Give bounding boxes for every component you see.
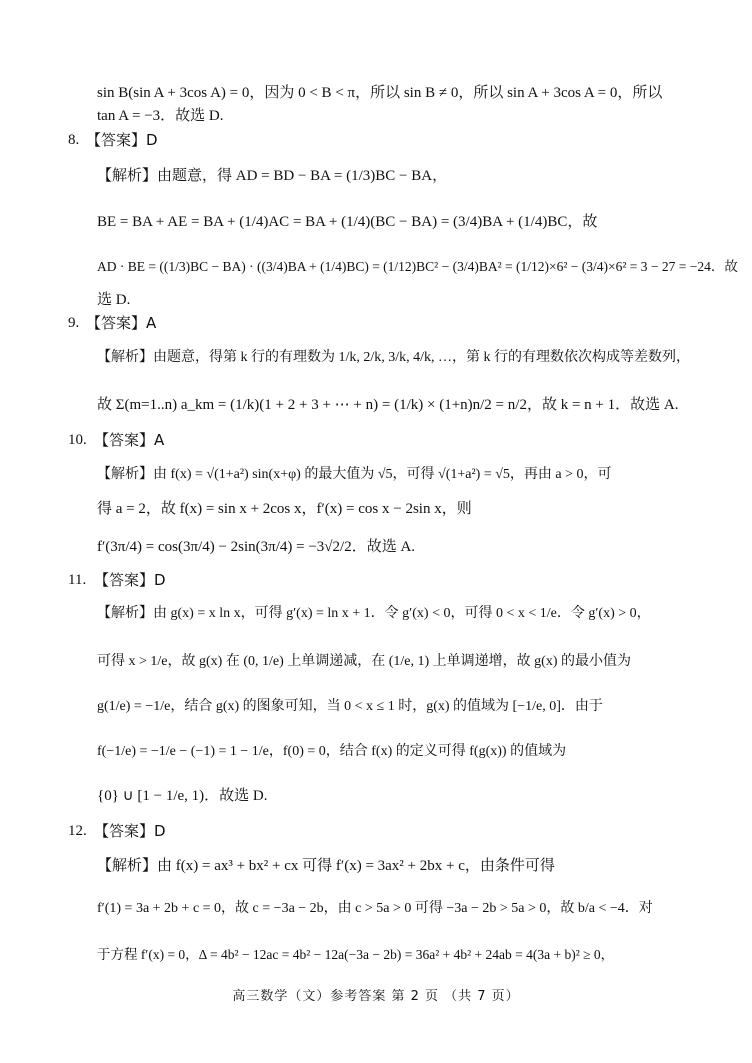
- text-line: f(−1/e) = −1/e − (−1) = 1 − 1/e，f(0) = 0，结合 f(x) 的定义可得 f(g(x)) 的值域为: [97, 744, 567, 759]
- text-line: 故 Σ(m=1..n) a_km = (1/k)(1 + 2 + 3 + ⋯ + n) = (1/k) × (1+n)n/2 = n/2，故 k = n + 1．故选 A.: [97, 397, 679, 413]
- text-line: BE = BA + AE = BA + (1/4)AC = BA + (1/4)(BC − BA) = (3/4)BA + (1/4)BC，故: [97, 214, 598, 230]
- text-line: 可得 x > 1/e，故 g(x) 在 (0, 1/e) 上单调递减，在 (1/e, 1) 上单调递增，故 g(x) 的最小值为: [97, 654, 632, 669]
- question-number: 11.: [68, 572, 87, 588]
- text-line: 【解析】由题意，得第 k 行的有理数为 1/k, 2/k, 3/k, 4/k, …，第 k 行的有理数依次构成等差数列，: [97, 350, 691, 365]
- text-line: 【解析】由题意，得 AD = BD − BA = (1/3)BC − BA，: [97, 168, 448, 184]
- text-line: sin B(sin A + 3cos A) = 0，因为 0 < B < π，所以 sin B ≠ 0，所以 sin A + 3cos A = 0，所以: [97, 85, 663, 101]
- text-line: f′(3π/4) = cos(3π/4) − 2sin(3π/4) = −3√2/2．故选 A.: [97, 539, 416, 555]
- text-line: 得 a = 2，故 f(x) = sin x + 2cos x，f′(x) = cos x − 2sin x，则: [97, 501, 472, 517]
- question-number: 9.: [68, 315, 80, 331]
- answer-label: 【答案】A: [94, 431, 165, 449]
- page-footer: 高三数学（文）参考答案 第 2 页 （共 7 页）: [232, 989, 520, 1004]
- answer-label: 【答案】D: [94, 822, 166, 840]
- text-line: 【解析】由 g(x) = x ln x，可得 g′(x) = ln x + 1．令 g′(x) < 0，可得 0 < x < 1/e．令 g′(x) > 0，: [97, 606, 651, 621]
- text-line: g(1/e) = −1/e，结合 g(x) 的图象可知，当 0 < x ≤ 1 时，g(x) 的值域为 [−1/e, 0]．由于: [97, 699, 603, 714]
- text-line: tan A = −3．故选 D.: [97, 108, 224, 124]
- answer-label: 【答案】A: [86, 314, 157, 332]
- text-line: f′(1) = 3a + 2b + c = 0，故 c = −3a − 2b，由 c > 5a > 0 可得 −3a − 2b > 5a > 0，故 b/a < −4．对: [97, 901, 653, 916]
- text-line: {0} ∪ [1 − 1/e, 1)．故选 D.: [97, 788, 268, 804]
- answer-label: 【答案】D: [94, 571, 166, 589]
- question-number: 8.: [68, 132, 80, 148]
- answer-label: 【答案】D: [86, 131, 158, 149]
- text-line: 【解析】由 f(x) = √(1+a²) sin(x+φ) 的最大值为 √5，可得 √(1+a²) = √5，再由 a > 0，可: [97, 467, 612, 482]
- question-number: 10.: [68, 432, 87, 448]
- question-number: 12.: [68, 823, 87, 839]
- text-line: 于方程 f′(x) = 0，Δ = 4b² − 12ac = 4b² − 12a(−3a − 2b) = 36a² + 4b² + 24ab = 4(3a + b)² ≥ 0，: [97, 947, 615, 962]
- text-line: 【解析】由 f(x) = ax³ + bx² + cx 可得 f′(x) = 3ax² + 2bx + c，由条件可得: [97, 858, 555, 874]
- text-line: AD · BE = ((1/3)BC − BA) · ((3/4)BA + (1/4)BC) = (1/12)BC² − (3/4)BA² = (1/12)×6² − (3/4)×6² = 3 − 27 = −24．故: [97, 259, 738, 274]
- text-line: 选 D.: [97, 292, 131, 308]
